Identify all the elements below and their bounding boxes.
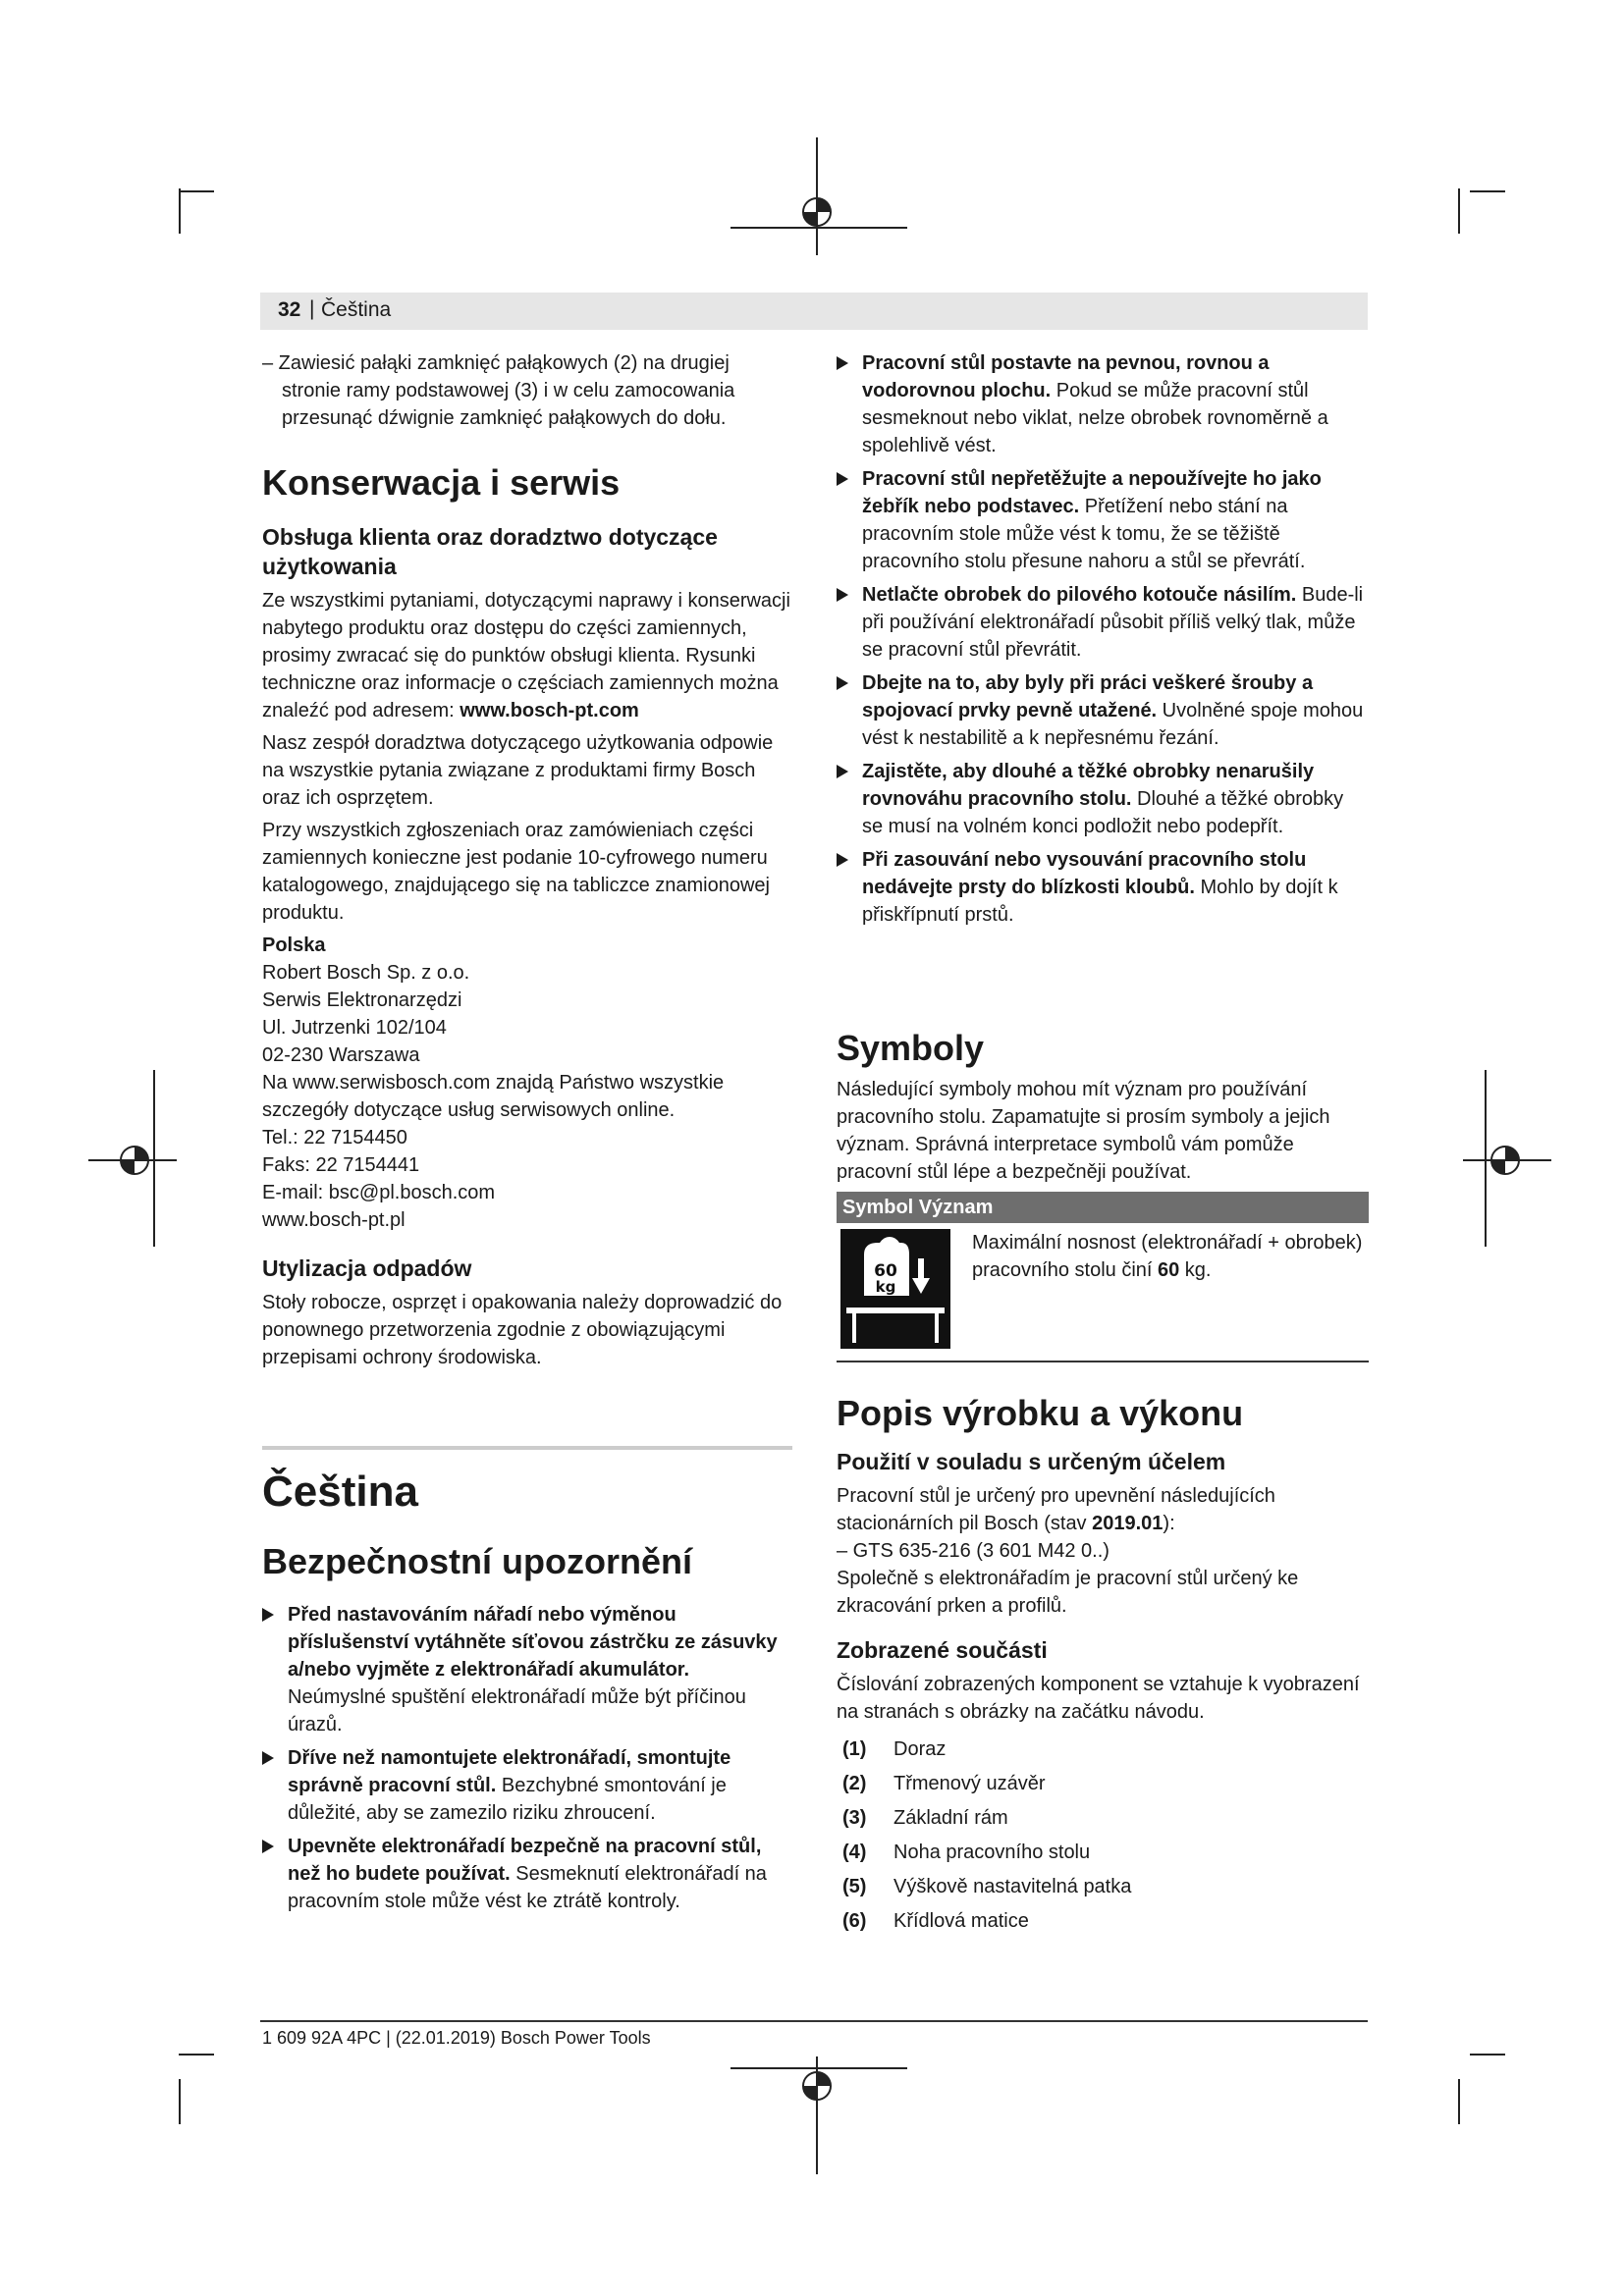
weight-limit-graphic	[840, 1229, 950, 1349]
page-number: 32	[278, 298, 301, 321]
list-item	[837, 1804, 1369, 1839]
paragraph-disposal: Stoły robocze, osprzęt i opakowania należy doprowadzić do ponownego przetworzenia zgodnie z obowiązującymi przepisami ochrony środowiska.	[262, 1292, 783, 1368]
item-number: (6)	[842, 1910, 867, 1932]
bullet-bold: Před nastavováním nářadí nebo výměnou příslušenství vytáhněte síťovou zástrčku ze zásuvky a/nebo vyjměte z elektronářadí akumulátor.	[288, 1604, 778, 1681]
header-language: Čeština	[321, 298, 392, 321]
item-label: Noha pracovního stolu	[893, 1842, 1091, 1863]
paragraph-parts-intro: Číslování zobrazených komponent se vztahuje k vyobrazení na stranách s obrázky na začátku návodu.	[837, 1674, 1360, 1723]
bullet-icon	[837, 853, 848, 867]
section-rule	[262, 1446, 792, 1450]
right-column	[837, 349, 1369, 1942]
bullet-text: Přetížení nebo stání na pracovním stole může vést k tomu, že se těžiště pracovního stolu přesune nahoru a stůl se převrátí.	[862, 496, 1306, 572]
list-item	[837, 1770, 1369, 1804]
weight-value-text: 60	[874, 1261, 897, 1281]
paragraph-intended-use	[837, 1482, 1369, 1537]
list-item	[837, 1873, 1369, 1907]
symbol-description	[972, 1229, 1365, 1284]
bullet-text: Mohlo by dojít k přiskřípnutí prstů.	[862, 877, 1338, 926]
safety-bullet	[262, 1833, 792, 1915]
bullet-bold: Upevněte elektronářadí bezpečně na pracovní stůl, než ho budete používat.	[288, 1836, 762, 1885]
bullet-icon	[837, 472, 848, 486]
bullet-text: Sesmeknutí elektronářadí na pracovním stole může vést ke ztrátě kontroly.	[288, 1863, 767, 1912]
bullet-bold: Dbejte na to, aby byly při práci veškeré šrouby a spojovací prvky pevně utažené.	[862, 672, 1314, 721]
bullet-text: Bude-li při používání elektronářadí působit příliš velký tlak, může se pracovní stůl převrátit.	[862, 584, 1364, 661]
safety-bullet	[262, 1744, 792, 1827]
weight-limit-icon	[840, 1229, 950, 1349]
heading-intended-use: Použití v souladu s určeným účelem	[837, 1449, 1226, 1474]
safety-bullet	[837, 581, 1369, 664]
heading-disposal: Utylizacja odpadów	[262, 1255, 472, 1281]
heading-safety: Bezpečnostní upozornění	[262, 1541, 693, 1581]
address-block	[262, 959, 792, 1234]
crop-mark	[1470, 190, 1505, 192]
list-item	[837, 1839, 1369, 1873]
safety-bullet	[837, 846, 1369, 929]
paragraph-advice: Nasz zespół doradztwa dotyczącego użytkowania odpowie na wszystkie pytania związane z produktami firmy Bosch oraz ich osprzętem.	[262, 732, 774, 809]
bullet-icon	[262, 1751, 274, 1765]
symbol-description-value: 60	[1158, 1259, 1180, 1281]
address-line: Serwis Elektronarzędzi	[262, 989, 462, 1011]
page-header	[260, 293, 1368, 330]
registration-mark-icon	[1463, 1070, 1551, 1247]
crop-mark	[179, 190, 214, 192]
bullet-bold: Zajistěte, aby dlouhé a těžké obrobky nenarušily rovnováhu pracovního stolu.	[862, 761, 1315, 810]
paragraph-symbols-intro: Následující symboly mohou mít význam pro používání pracovního stolu. Zapamatujte si prosím symboly a jejich význam. Správná interpretace symbolů vám pomůže pracovní stůl lépe a bezpečněji používat.	[837, 1079, 1330, 1183]
usage-date: 2019.01	[1092, 1513, 1164, 1534]
bullet-bold: Při zasouvání nebo vysouvání pracovního stolu nedávejte prsty do blízkosti kloubů.	[862, 849, 1307, 898]
weight-unit-text: kg	[875, 1278, 896, 1296]
crop-mark	[1458, 2079, 1460, 2124]
bullet-text: Neúmyslné spuštění elektronářadí může být příčinou úrazů.	[288, 1686, 746, 1735]
footer-text: 1 609 92A 4PC | (22.01.2019) Bosch Power Tools	[262, 2028, 651, 2048]
item-number: (5)	[842, 1876, 867, 1897]
bullet-icon	[262, 1608, 274, 1622]
bullet-bold: Netlačte obrobek do pilového kotouče násilím.	[862, 584, 1297, 606]
registration-mark-icon	[731, 2056, 907, 2174]
intro-dash-item: – Zawiesić pałąki zamknięć pałąkowych (2) na drugiej stronie ramy podstawowej (3) i w celu zamocowania przesunąć dźwignie zamknięć pałąkowych do dołu.	[262, 352, 735, 429]
service-link[interactable]: www.bosch-pt.com	[460, 700, 639, 721]
crop-mark	[179, 188, 181, 234]
bullet-icon	[837, 676, 848, 690]
left-column	[262, 349, 792, 1921]
paragraph-order: Przy wszystkich zgłoszeniach oraz zamówieniach części zamiennych konieczne jest podanie 10-cyfrowego numeru katalogowego, znajdującego się na tabliczce znamionowej produktu.	[262, 820, 770, 924]
crop-mark	[1470, 2054, 1505, 2056]
safety-bullet	[837, 465, 1369, 575]
heading-symbols: Symboly	[837, 1028, 985, 1068]
usage-tail: ):	[1163, 1513, 1175, 1534]
address-line: Na www.serwisbosch.com znajdą Państwo wszystkie szczegóły dotyczące usług serwisowych online.	[262, 1072, 725, 1121]
safety-bullet	[837, 669, 1369, 752]
symbol-description-text: Maximální nosnost (elektronářadí + obrobek) pracovního stolu činí	[972, 1232, 1363, 1281]
symbol-description-unit: kg.	[1179, 1259, 1212, 1281]
usage-model: – GTS 635-216 (3 601 M42 0..)	[837, 1540, 1110, 1562]
safety-bullet	[837, 758, 1369, 840]
list-item	[837, 1735, 1369, 1770]
item-number: (4)	[842, 1842, 867, 1863]
address-line: Faks: 22 7154441	[262, 1154, 420, 1176]
paragraph-customer-service	[262, 587, 792, 724]
paragraph-usage-2: Společně s elektronářadím je pracovní stůl určený ke zkracování prken a profilů.	[837, 1568, 1299, 1617]
bullet-icon	[837, 356, 848, 370]
symbol-table-row	[837, 1223, 1369, 1362]
country-label: Polska	[262, 934, 326, 956]
bullet-bold: Pracovní stůl postavte na pevnou, rovnou a vodorovnou plochu.	[862, 352, 1270, 401]
item-label: Křídlová matice	[893, 1910, 1029, 1932]
symbol-table-header: Symbol Význam	[837, 1192, 1369, 1223]
bullet-icon	[262, 1840, 274, 1853]
heading-language: Čeština	[262, 1468, 418, 1516]
item-number: (3)	[842, 1807, 867, 1829]
heading-customer-service: Obsługa klienta oraz doradztwo dotyczące użytkowania	[262, 524, 718, 579]
item-label: Doraz	[893, 1738, 947, 1760]
address-line: Tel.: 22 7154450	[262, 1127, 407, 1148]
item-label: Třmenový uzávěr	[893, 1773, 1046, 1794]
footer-rule	[260, 2020, 1368, 2022]
bullet-icon	[837, 588, 848, 602]
safety-bullet	[837, 349, 1369, 459]
header-separator: |	[309, 297, 315, 320]
safety-bullet	[262, 1601, 792, 1738]
address-line: Ul. Jutrzenki 102/104	[262, 1017, 447, 1039]
heading-service: Konserwacja i serwis	[262, 462, 621, 503]
item-label: Základní rám	[893, 1807, 1008, 1829]
item-label: Výškově nastavitelná patka	[893, 1876, 1132, 1897]
bullet-text: Dlouhé a těžké obrobky se musí na volném konci podložit nebo podepřít.	[862, 788, 1344, 837]
address-line: E-mail: bsc@pl.bosch.com	[262, 1182, 496, 1203]
crop-mark	[179, 2054, 214, 2056]
crop-mark	[1458, 188, 1460, 234]
usage-text: Pracovní stůl je určený pro upevnění následujících stacionárních pil Bosch (stav	[837, 1485, 1275, 1534]
paragraph-text: Ze wszystkimi pytaniami, dotyczącymi naprawy i konserwacji nabytego produktu oraz dostępu do części zamiennych, prosimy zwracać się do punktów obsługi klienta. Rysunki techniczne oraz informacje o częściach zamiennych można znaleźć pod adresem:	[262, 590, 790, 721]
item-number: (1)	[842, 1738, 867, 1760]
address-line: www.bosch-pt.pl	[262, 1209, 406, 1231]
heading-product: Popis výrobku a výkonu	[837, 1393, 1244, 1433]
registration-mark-icon	[88, 1070, 177, 1247]
address-line: Robert Bosch Sp. z o.o.	[262, 962, 470, 984]
bullet-text: Pokud se může pracovní stůl sesmeknout nebo viklat, nelze obrobek rovnoměrně a spolehlivě vést.	[862, 380, 1328, 456]
heading-parts: Zobrazené součásti	[837, 1637, 1048, 1663]
bullet-text: Uvolněné spoje mohou vést k nestabilitě a k nepřesnému řezání.	[862, 700, 1364, 749]
bullet-bold: Pracovní stůl nepřetěžujte a nepoužívejte ho jako žebřík nebo podstavec.	[862, 468, 1322, 517]
item-number: (2)	[842, 1773, 867, 1794]
list-item	[837, 1907, 1369, 1942]
bullet-text: Bezchybné smontování je důležité, aby se zamezilo riziku zhroucení.	[288, 1775, 727, 1824]
bullet-icon	[837, 765, 848, 778]
address-line: 02-230 Warszawa	[262, 1044, 420, 1066]
crop-mark	[179, 2079, 181, 2124]
registration-mark-icon	[731, 137, 907, 255]
bullet-bold: Dříve než namontujete elektronářadí, smontujte správně pracovní stůl.	[288, 1747, 731, 1796]
